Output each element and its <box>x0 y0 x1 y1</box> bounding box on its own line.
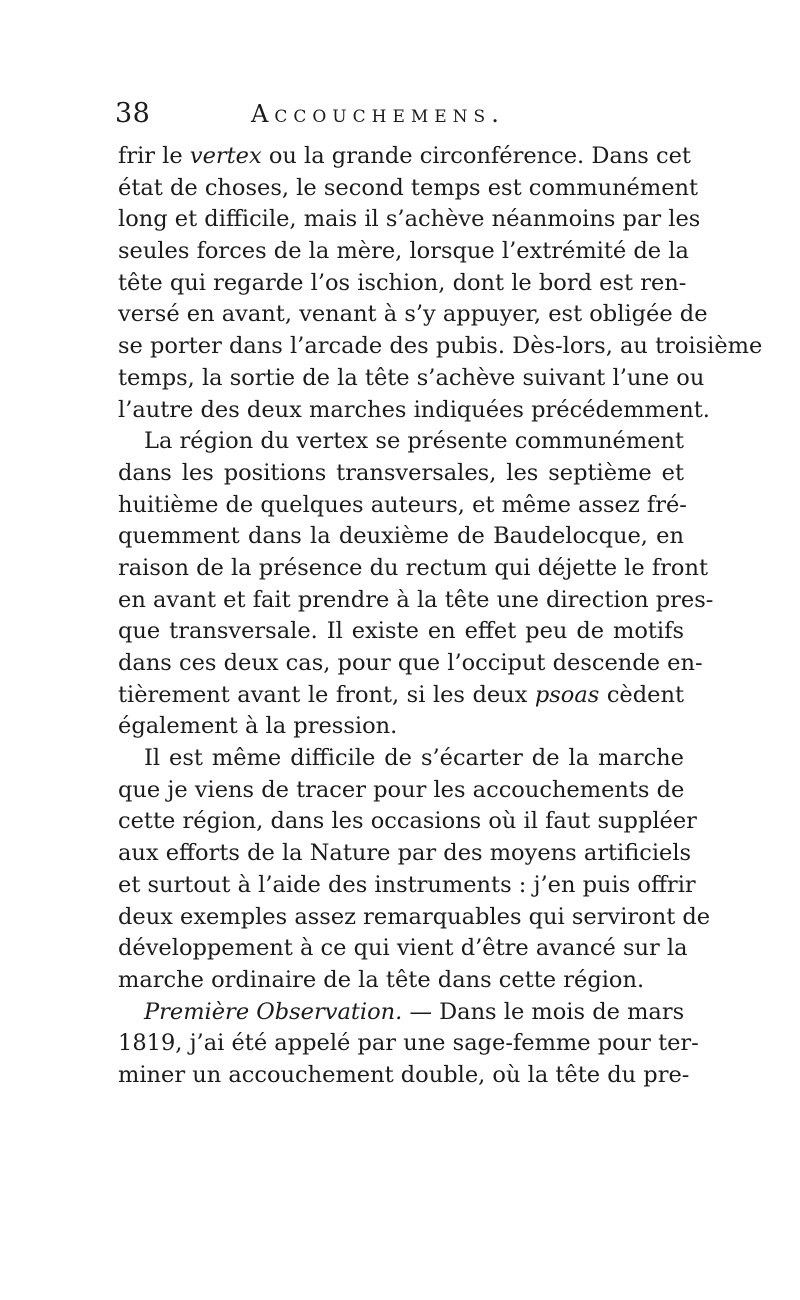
text-line: huitième de quelques auteurs, et même assez fré- <box>118 491 687 518</box>
text-line: raison de la présence du rectum qui déjette le front <box>118 554 708 581</box>
text-line: miner un accouchement double, où la tête du pre- <box>118 1061 690 1088</box>
text-line: tièrement avant le front, si les deux psoas cèdent <box>118 681 684 708</box>
text-line: l’autre des deux marches indiquées précédemment. <box>118 396 710 423</box>
running-title: Accouchemens. <box>251 100 505 128</box>
text-line: tête qui regarde l’os ischion, dont le bord est ren- <box>118 269 687 296</box>
text-line: deux exemples assez remarquables qui serviront de <box>118 903 711 930</box>
text-line: se porter dans l’arcade des pubis. Dès-lors, au troisième <box>118 333 763 360</box>
text-line: et surtout à l’aide des instruments : j’en puis offrir <box>118 871 696 898</box>
text-line: en avant et fait prendre à la tête une direction pres- <box>118 586 714 613</box>
text-line: Première Observation. — Dans le mois de mars <box>144 998 685 1025</box>
text-line: que transversale. Il existe en effet peu de motifs <box>118 618 684 645</box>
text-line: développement à ce qui vient d’être avancé sur la <box>118 935 688 962</box>
text-line: long et difficile, mais il s’achève néanmoins par les <box>118 206 701 233</box>
text-line: seules forces de la mère, lorsque l’extrémité de la <box>118 238 689 265</box>
page-number: 38 <box>115 98 151 129</box>
text-line: 1819, j’ai été appelé par une sage-femme pour ter- <box>118 1030 699 1057</box>
text-line: aux efforts de la Nature par des moyens artificiels <box>118 840 692 867</box>
text-line: cette région, dans les occasions où il faut suppléer <box>118 808 697 835</box>
text-line: état de choses, le second temps est communément <box>118 174 699 201</box>
text-line: versé en avant, venant à s’y appuyer, est obligée de <box>118 301 708 328</box>
body-text <box>118 141 763 1092</box>
text-line: quemment dans la deuxième de Baudelocque, en <box>118 523 684 550</box>
running-head <box>115 98 685 138</box>
text-line: que je viens de tracer pour les accouchements de <box>118 776 685 803</box>
text-line: La région du vertex se présente communément <box>144 428 685 455</box>
text-line: frir le vertex ou la grande circonférence. Dans cet <box>118 143 691 169</box>
text-line: dans les positions transversales, les septième et <box>118 459 684 486</box>
text-line: Il est même difficile de s’écarter de la marche <box>144 745 684 772</box>
text-line: temps, la sortie de la tête s’achève suivant l’une ou <box>118 364 705 391</box>
text-line: marche ordinaire de la tête dans cette région. <box>118 966 645 993</box>
text-line: dans ces deux cas, pour que l’occiput descende en- <box>118 650 703 676</box>
text-line: également à la pression. <box>118 713 398 740</box>
